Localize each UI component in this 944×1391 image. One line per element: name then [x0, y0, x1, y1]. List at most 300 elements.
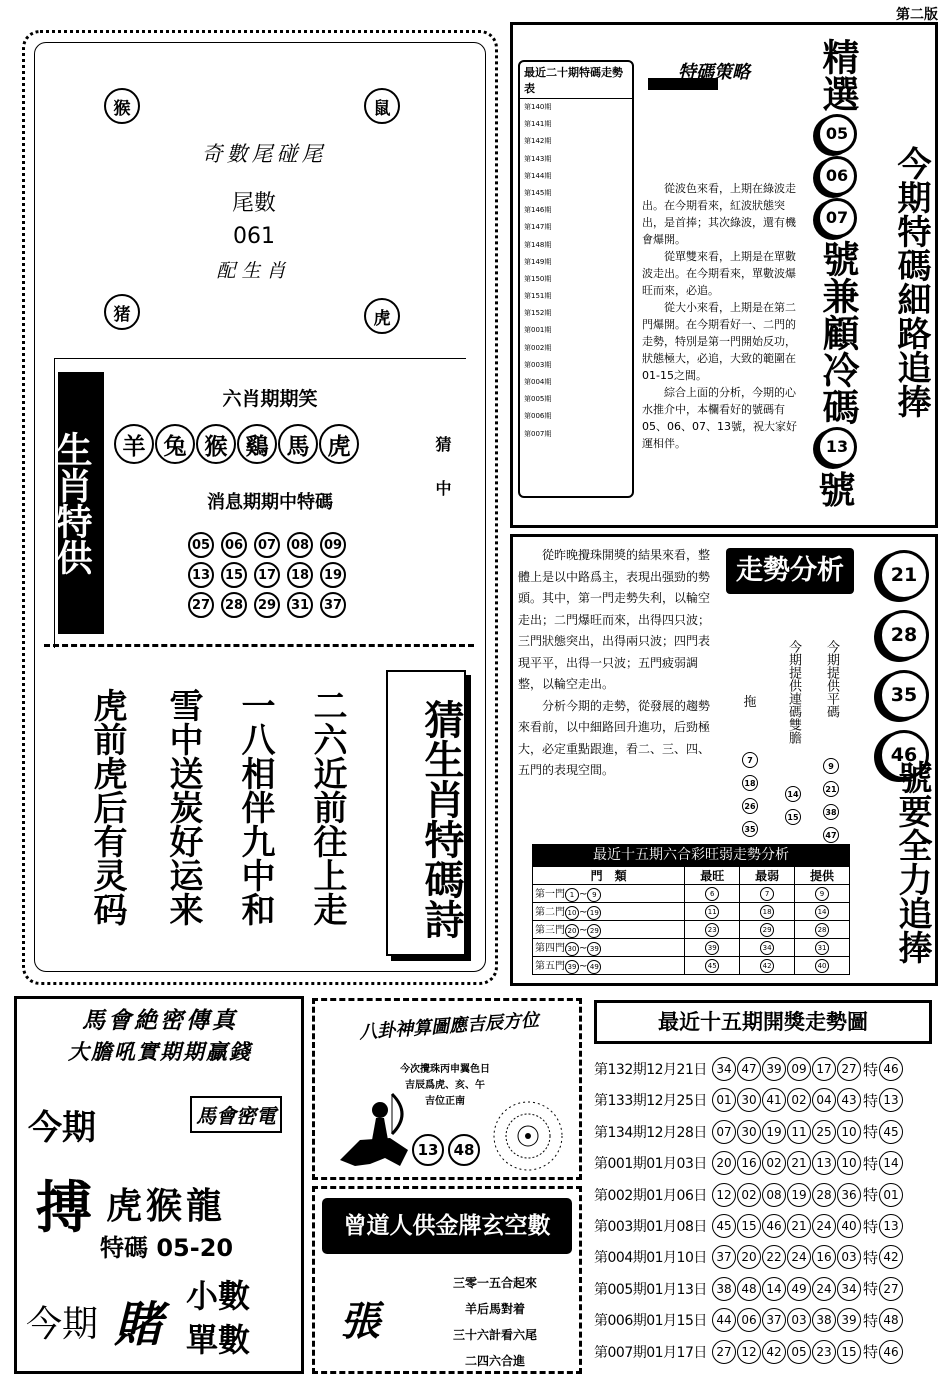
double-balls — [780, 786, 806, 825]
draw-number-ball: 39 — [837, 1308, 861, 1332]
trend-period-list — [520, 99, 632, 443]
special-number-ball: 13 — [188, 562, 214, 588]
draw-number-ball: 07 — [712, 1120, 736, 1144]
strength-ball: 7 — [760, 887, 774, 901]
corner-zodiac-top-right: 鼠 — [364, 88, 400, 124]
draw-number-ball: 23 — [812, 1340, 836, 1364]
draw-number-ball: 24 — [812, 1277, 836, 1301]
special-marker: 特 — [863, 1186, 879, 1205]
strength-table-header — [533, 867, 850, 885]
draw-history-row — [594, 1214, 934, 1238]
gate-name: 第一門 — [535, 889, 565, 900]
special-number-ball: 07 — [254, 532, 280, 558]
mini-number-ball: 35 — [742, 821, 758, 837]
strength-max-cell — [685, 903, 740, 921]
special-number-ball: 15 — [221, 562, 247, 588]
poem-line-3: 雪中送炭好运来 — [163, 688, 203, 926]
draw-number-ball: 21 — [787, 1151, 811, 1175]
strength-min-cell — [740, 903, 795, 921]
strength-max-cell — [685, 885, 740, 903]
trend-table — [518, 60, 634, 498]
bagua-dial-icon — [488, 1098, 568, 1174]
golden-signature: 張 — [340, 1298, 380, 1345]
tail-label: 尾數 — [231, 191, 276, 216]
divider — [44, 644, 474, 647]
draw-date-label: 第134期12月28日 — [594, 1124, 707, 1141]
strategy-paragraphs — [642, 180, 800, 452]
mini-number-ball: 47 — [823, 827, 839, 843]
draw-special-ball: 27 — [879, 1277, 903, 1301]
gate-range-start: 30 — [565, 942, 579, 956]
news-text: 消息期期中特碼 — [207, 492, 333, 513]
special-number-ball: 28 — [221, 592, 247, 618]
strength-gate-cell — [533, 921, 685, 939]
zodiac-ball: 兔 — [155, 424, 195, 464]
gate-range-sep: ~ — [579, 943, 588, 954]
big-number-ball: 21 — [879, 550, 929, 600]
draw-date-label: 第001期01月03日 — [594, 1156, 707, 1173]
gate-range-end: 29 — [587, 924, 601, 938]
big-number-ball: 35 — [879, 670, 929, 720]
draw-number-ball: 19 — [787, 1183, 811, 1207]
draw-number-ball: 47 — [737, 1057, 761, 1081]
draw-history-row — [594, 1308, 934, 1332]
gate-range-sep: ~ — [579, 907, 588, 918]
gate-range-start: 39 — [565, 960, 579, 974]
selection-ball: 05 — [817, 114, 857, 154]
gate-range-start: 20 — [565, 924, 579, 938]
selection-tail: 號 — [818, 469, 856, 512]
draw-date-label: 第007期01月17日 — [594, 1344, 707, 1361]
fax-bet-option: 單數 — [186, 1321, 251, 1359]
strength-offer-cell — [795, 957, 850, 975]
strength-ball: 23 — [705, 923, 719, 937]
draw-special-ball: 45 — [879, 1120, 903, 1144]
strength-gate-cell — [533, 885, 685, 903]
fax-line-1: 馬會絶密傳真 — [82, 1008, 238, 1034]
draw-special-ball: 01 — [879, 1183, 903, 1207]
fax-stamp: 馬會密電 — [190, 1096, 282, 1133]
draw-number-ball: 24 — [787, 1245, 811, 1269]
strength-table-wrap — [532, 844, 850, 975]
draw-number-ball: 37 — [712, 1245, 736, 1269]
trend-period-row: 第007期 — [524, 429, 552, 438]
trend-period-row: 第002期 — [524, 343, 552, 352]
strength-ball: 45 — [705, 959, 719, 973]
draw-number-ball: 03 — [787, 1308, 811, 1332]
strength-table-title: 最近十五期六合彩旺弱走勢分析 — [532, 844, 850, 866]
poem-line-4: 虎前虎后有灵码 — [87, 688, 127, 926]
gate-name: 第五門 — [535, 961, 565, 972]
special-number-ball: 06 — [221, 532, 247, 558]
draw-number-ball: 14 — [762, 1277, 786, 1301]
trend-period-row: 第005期 — [524, 395, 552, 404]
draw-number-ball: 16 — [812, 1245, 836, 1269]
zodiac-special-side-title: 生肖特供 — [58, 372, 104, 634]
special-number-ball: 37 — [320, 592, 346, 618]
draw-number-ball: 20 — [712, 1151, 736, 1175]
gate-range-start: 10 — [565, 906, 579, 920]
poem-line-1: 二六近前往上走 — [307, 688, 347, 926]
strength-table-header-cell: 最旺 — [685, 867, 740, 885]
draw-special-ball: 14 — [879, 1151, 903, 1175]
strategy-paragraph: 從單雙來看，上期是在單數波走出。在今期看來，單數波爆旺而來，必追。 — [642, 250, 796, 297]
draw-special-ball: 42 — [879, 1245, 903, 1269]
strength-min-cell — [740, 939, 795, 957]
draw-number-ball: 20 — [737, 1245, 761, 1269]
draw-number-ball: 49 — [787, 1277, 811, 1301]
zodiac-subtitle: 六肖期期笑 — [222, 388, 318, 410]
golden-line: 三零一五合起來 — [452, 1276, 537, 1290]
draw-number-ball: 21 — [787, 1214, 811, 1238]
draw-number-ball: 34 — [712, 1057, 736, 1081]
special-number-ball: 29 — [254, 592, 280, 618]
poem-line-2: 一八相伴九中和 — [235, 688, 275, 926]
mini-number-ball: 7 — [742, 752, 758, 768]
strength-table — [532, 866, 850, 975]
trend-period-row: 第140期 — [524, 103, 552, 111]
trend-period-row: 第144期 — [524, 171, 552, 180]
trend-period-row: 第143期 — [524, 154, 552, 163]
draw-history-row — [594, 1340, 934, 1364]
bagua-line: 吉辰爲虎、亥、午 — [405, 1080, 485, 1091]
draw-number-ball: 22 — [762, 1245, 786, 1269]
gate-range-end: 19 — [587, 906, 601, 920]
trend-period-row: 第150期 — [524, 274, 552, 283]
strength-max-cell — [685, 921, 740, 939]
strength-offer-cell — [795, 885, 850, 903]
big-ball-text: 號要全力追捧 — [892, 760, 932, 964]
gate-name: 第二門 — [535, 907, 565, 918]
zodiac-ball: 猴 — [196, 424, 236, 464]
draw-number-ball: 15 — [837, 1340, 861, 1364]
draw-number-ball: 12 — [712, 1183, 736, 1207]
divider — [54, 358, 466, 359]
gate-range-sep: ~ — [579, 889, 588, 900]
gate-name: 第四門 — [535, 943, 565, 954]
strength-table-header-cell: 最弱 — [740, 867, 795, 885]
draw-date-label: 第003期01月08日 — [594, 1219, 707, 1235]
bagua-title: 八卦神算圖應吉辰方位 — [358, 1009, 540, 1044]
strength-min-cell — [740, 921, 795, 939]
draw-number-ball: 36 — [837, 1183, 861, 1207]
strength-gate-cell — [533, 957, 685, 975]
draw-number-ball: 46 — [762, 1214, 786, 1238]
flat-column — [818, 604, 844, 850]
trend-table-title: 最近二十期特碼走勢表 — [520, 62, 632, 99]
fax-bet-option: 小數 — [186, 1277, 251, 1315]
analysis-paragraph: 分析今期的走勢，從發展的趨勢來看前，以中細路回升進功，后勁極大，必定重點跟進，看二、三、四、五門的表現空間。 — [518, 698, 711, 777]
golden-line: 羊后馬對着 — [464, 1302, 525, 1316]
page-number-label: 第二版 — [896, 7, 938, 23]
draw-special-ball: 13 — [879, 1214, 903, 1238]
gate-range-end: 39 — [587, 942, 601, 956]
strength-offer-cell — [795, 939, 850, 957]
special-number-ball: 19 — [320, 562, 346, 588]
strength-table-header-cell: 提供 — [795, 867, 850, 885]
selection-ball: 07 — [817, 198, 857, 238]
golden-lines — [420, 1270, 570, 1374]
trend-period-row: 第151期 — [524, 292, 552, 301]
golden-line: 二四六合進 — [464, 1354, 525, 1368]
strength-gate-cell — [533, 903, 685, 921]
selection-ball: 06 — [817, 156, 857, 196]
drag-column — [738, 694, 762, 844]
strategy-paragraph: 從波色來看，上期在綠波走出。在今期看來，紅波狀態突出，是首捧；其次綠波，還有機會爆開。 — [642, 182, 796, 246]
bagua-balls — [412, 1134, 480, 1166]
strength-ball: 11 — [705, 905, 719, 919]
fax-this-period: 今期 — [28, 1108, 96, 1148]
selection-head: 精選 — [816, 38, 859, 112]
strategy-side-title: 今期特碼細路追捧 — [891, 146, 931, 418]
draw-date-label: 第132期12月21日 — [594, 1062, 707, 1078]
special-marker: 特 — [863, 1311, 879, 1330]
mini-number-ball: 26 — [742, 798, 758, 814]
special-marker: 特 — [863, 1123, 879, 1142]
draw-number-ball: 30 — [737, 1120, 761, 1144]
draw-number-ball: 38 — [712, 1277, 736, 1301]
gate-range-sep: ~ — [579, 925, 588, 936]
strength-table-row — [533, 939, 850, 957]
strength-max-cell — [685, 939, 740, 957]
strength-table-row — [533, 957, 850, 975]
strength-offer-cell — [795, 903, 850, 921]
draw-special-ball: 48 — [879, 1308, 903, 1332]
zodiac-ball: 鷄 — [237, 424, 277, 464]
corner-zodiac-top-left: 猴 — [104, 88, 140, 124]
draw-date-label: 第133期12月25日 — [594, 1093, 707, 1110]
draw-history-title: 最近十五期開獎走勢圖 — [594, 1000, 932, 1044]
fax-special-label: 特碼 05-20 — [100, 1234, 234, 1262]
draw-number-ball: 44 — [712, 1308, 736, 1332]
selection-balls — [808, 114, 866, 238]
trend-period-row: 第142期 — [524, 137, 552, 146]
gate-range-sep: ~ — [579, 961, 588, 972]
draw-number-ball: 42 — [762, 1340, 786, 1364]
draw-date-label: 第002期01月06日 — [594, 1187, 707, 1204]
fax-line-2: 大膽吼實期期贏錢 — [68, 1040, 252, 1064]
draw-number-ball: 38 — [812, 1308, 836, 1332]
strength-ball: 42 — [760, 959, 774, 973]
mini-number-ball: 18 — [742, 775, 758, 791]
draw-number-ball: 02 — [787, 1088, 811, 1112]
special-number-ball: 31 — [287, 592, 313, 618]
draw-number-ball: 01 — [712, 1088, 736, 1112]
special-marker: 特 — [863, 1343, 879, 1362]
draw-number-ball: 02 — [762, 1151, 786, 1175]
zodiac-ball: 虎 — [319, 424, 359, 464]
special-marker: 特 — [863, 1217, 879, 1236]
big-number-ball: 28 — [879, 610, 929, 660]
trend-period-row: 第001期 — [524, 326, 552, 335]
draw-history-row — [594, 1151, 934, 1175]
draw-number-ball: 11 — [787, 1120, 811, 1144]
tail-heading: 奇數尾碰尾 — [201, 142, 327, 166]
strength-ball: 34 — [760, 941, 774, 955]
special-marker: 特 — [863, 1060, 879, 1079]
draw-number-ball: 02 — [737, 1183, 761, 1207]
strength-ball: 40 — [815, 959, 829, 973]
draw-number-ball: 30 — [737, 1088, 761, 1112]
bagua-ball: 48 — [448, 1134, 480, 1166]
gate-range-end: 49 — [587, 960, 601, 974]
draw-number-ball: 27 — [837, 1057, 861, 1081]
bagua-line: 今次攪珠丙申翼色日 — [400, 1064, 490, 1075]
draw-number-ball: 43 — [837, 1088, 861, 1112]
strategy-paragraph: 從大小來看，上期是在第二門爆開。在今期看好一、二門的走勢，特別是第一門開始反功，狀態極大，必追，大致的範圍在01-15之間。 — [642, 301, 796, 382]
trend-period-row: 第147期 — [524, 223, 552, 232]
strength-ball: 6 — [705, 887, 719, 901]
draw-number-ball: 04 — [812, 1088, 836, 1112]
strength-ball: 31 — [815, 941, 829, 955]
draw-number-ball: 08 — [762, 1183, 786, 1207]
special-number-ball: 08 — [287, 532, 313, 558]
zodiac-list — [114, 424, 424, 464]
strength-ball: 39 — [705, 941, 719, 955]
mini-number-ball: 38 — [823, 804, 839, 820]
draw-number-ball: 25 — [812, 1120, 836, 1144]
strength-ball: 29 — [760, 923, 774, 937]
special-number-grid — [188, 532, 358, 618]
draw-number-ball: 06 — [737, 1308, 761, 1332]
trend-period-row: 第152期 — [524, 309, 552, 318]
gate-range-start: 1 — [565, 888, 579, 902]
strategy-paragraph: 綜合上面的分析，今期的心水推介中，本欄看好的號碼有05、06、07、13號，祝大家好運相伴。 — [642, 386, 797, 450]
analysis-paragraph: 從昨晚攪珠開獎的結果來看，整體上是以中路爲主，表現出强勁的勢頭。其中，第一門走勢失利，以輪空走出；二門爆旺而來，出得四只波；三門狀態突出，出得兩只波；四門表現平平，出得一只波；五門疲弱調整，以輪空走出。 — [518, 548, 711, 691]
strength-ball: 28 — [815, 923, 829, 937]
draw-date-label: 第004期01月10日 — [594, 1250, 707, 1267]
draw-number-ball: 45 — [712, 1214, 736, 1238]
draw-number-ball: 05 — [787, 1340, 811, 1364]
strength-table-header-cell: 門 類 — [533, 867, 685, 885]
draw-number-ball: 19 — [762, 1120, 786, 1144]
fax-bet-options — [186, 1274, 250, 1362]
double-label: 今期提供連碼雙膽 — [786, 640, 801, 744]
flat-balls — [818, 758, 844, 843]
special-marker: 特 — [863, 1154, 879, 1173]
draw-number-ball: 17 — [812, 1057, 836, 1081]
mini-number-ball: 9 — [823, 758, 839, 774]
special-marker: 特 — [863, 1091, 879, 1110]
mini-number-ball: 21 — [823, 781, 839, 797]
special-number-ball: 27 — [188, 592, 214, 618]
tail-number-box — [54, 58, 466, 360]
draw-history-row — [594, 1183, 934, 1207]
draw-special-ball: 46 — [879, 1057, 903, 1081]
trend-period-row: 第145期 — [524, 188, 552, 197]
flat-label: 今期提供平碼 — [824, 640, 839, 718]
strength-max-cell — [685, 957, 740, 975]
draw-number-ball: 10 — [837, 1151, 861, 1175]
drag-label: 拖 — [743, 695, 757, 710]
draw-number-ball: 40 — [837, 1214, 861, 1238]
strength-ball: 18 — [760, 905, 774, 919]
draw-number-ball: 09 — [787, 1057, 811, 1081]
draw-number-ball: 37 — [762, 1308, 786, 1332]
strength-ball: 14 — [815, 905, 829, 919]
draw-number-ball: 15 — [737, 1214, 761, 1238]
strength-table-body — [533, 885, 850, 975]
fax-bet-prefix: 今期 — [26, 1304, 99, 1345]
draw-number-ball: 10 — [837, 1120, 861, 1144]
strength-offer-cell — [795, 921, 850, 939]
fax-bet-char: 賭 — [114, 1297, 163, 1353]
draw-number-ball: 13 — [812, 1151, 836, 1175]
draw-number-ball: 16 — [737, 1151, 761, 1175]
drag-balls — [738, 752, 762, 837]
draw-history-row — [594, 1120, 934, 1144]
gate-range-end: 9 — [587, 888, 601, 902]
strength-gate-cell — [533, 939, 685, 957]
tail-value: 061 — [233, 224, 275, 249]
big-number-ball: 46 — [879, 730, 929, 780]
draw-number-ball: 12 — [737, 1340, 761, 1364]
mini-number-ball: 15 — [785, 809, 801, 825]
special-number-ball: 09 — [320, 532, 346, 558]
draw-number-ball: 24 — [812, 1214, 836, 1238]
draw-special-ball: 46 — [879, 1340, 903, 1364]
corner-zodiac-bottom-right: 虎 — [364, 298, 400, 334]
strength-table-row — [533, 921, 850, 939]
big-ball-column — [876, 550, 932, 790]
draw-number-ball: 41 — [762, 1088, 786, 1112]
analysis-title: 走勢分析 — [726, 548, 854, 594]
corner-zodiac-bottom-left: 猪 — [104, 294, 140, 330]
strategy-logo — [648, 58, 788, 92]
special-number-ball: 18 — [287, 562, 313, 588]
strength-table-row — [533, 903, 850, 921]
draw-number-ball: 34 — [837, 1277, 861, 1301]
trend-period-row: 第006期 — [524, 412, 552, 421]
logo-text: 特碼策略 — [678, 62, 750, 83]
trend-period-row: 第146期 — [524, 206, 552, 215]
draw-history-row — [594, 1057, 934, 1081]
double-column — [780, 604, 806, 832]
draw-date-label: 第006期01月15日 — [594, 1313, 707, 1330]
fax-fight-char: 搏 — [36, 1176, 92, 1241]
zodiac-ball: 羊 — [114, 424, 154, 464]
zodiac-ball: 馬 — [278, 424, 318, 464]
special-marker: 特 — [863, 1280, 879, 1299]
strength-min-cell — [740, 957, 795, 975]
selection-column — [808, 38, 866, 513]
bagua-line: 吉位正南 — [425, 1096, 465, 1107]
special-marker: 特 — [863, 1248, 879, 1267]
selection-last-ball: 13 — [817, 427, 857, 467]
trend-period-row: 第149期 — [524, 257, 552, 266]
trend-period-row: 第003期 — [524, 360, 552, 369]
mini-number-ball: 14 — [785, 786, 801, 802]
strength-ball: 9 — [815, 887, 829, 901]
draw-history-row — [594, 1277, 934, 1301]
tail-match-label: 配生肖 — [216, 260, 292, 282]
bagua-ball: 13 — [412, 1134, 444, 1166]
special-number-ball: 17 — [254, 562, 280, 588]
trend-period-row: 第148期 — [524, 240, 552, 249]
selection-mid-text: 號兼顧冷碼 — [816, 240, 859, 425]
draw-number-ball: 28 — [812, 1183, 836, 1207]
poem-title: 猜生肖特碼詩 — [386, 670, 466, 956]
trend-period-row: 第141期 — [524, 120, 552, 129]
draw-number-ball: 39 — [762, 1057, 786, 1081]
draw-history-row — [594, 1245, 934, 1269]
draw-special-ball: 13 — [879, 1088, 903, 1112]
trend-period-row: 第004期 — [524, 378, 552, 386]
guess-side-note: 猜 中 — [433, 436, 452, 502]
golden-title: 曾道人供金牌玄空數 — [322, 1198, 572, 1254]
draw-number-ball: 48 — [737, 1277, 761, 1301]
draw-history-row — [594, 1088, 934, 1112]
